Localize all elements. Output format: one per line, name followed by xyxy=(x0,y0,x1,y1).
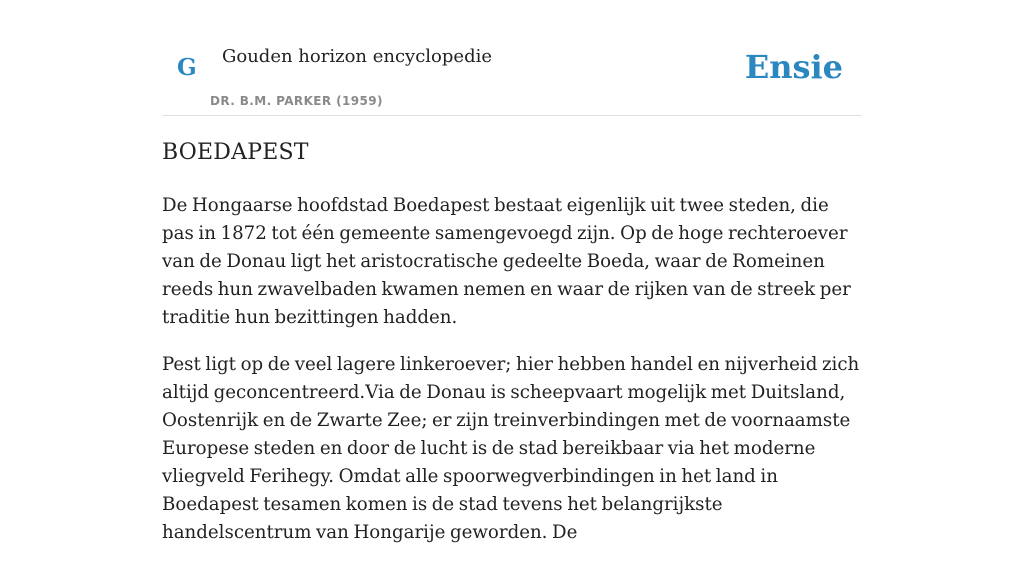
page-container xyxy=(162,0,862,543)
article-paragraph: Pest ligt op de veel lagere linkeroever; hier hebben handel en nijverheid zich altijd geconcentreerd.Via de Donau is scheepvaart mogelijk met Duitsland, Oostenrijk en de Zwarte Zee; er zijn treinverbindingen met de voornaamste Europese steden en door de lucht is de stad bereikbaar via het moderne vliegveld Ferihegy. Omdat alle spoorwegverbindingen in het land in Boedapest tesamen komen is de stad tevens het belangrijkste handelscentrum van Hongarije geworden. De xyxy=(162,354,860,543)
publication-title[interactable]: Gouden horizon encyclopedie xyxy=(222,46,492,67)
article-paragraph: De Hongaarse hoofdstad Boedapest bestaat eigenlijk uit twee steden, die pas in 1872 tot één gemeente samengevoegd zijn. Op de hoge rechteroever van de Donau ligt het aristocratische gedeelte Boeda, waar de Romeinen reeds hun zwavelbaden kwamen nemen en waar de rijken van de streek per traditie hun bezittingen hadden. xyxy=(162,195,851,328)
article-title: BOEDAPEST xyxy=(162,140,309,165)
publication-author: DR. B.M. PARKER (1959) xyxy=(210,94,383,108)
article-body xyxy=(162,192,862,566)
ensie-logo-link[interactable]: Ensie xyxy=(744,48,843,86)
publication-logo[interactable]: G xyxy=(177,54,197,81)
site-header xyxy=(162,0,862,116)
